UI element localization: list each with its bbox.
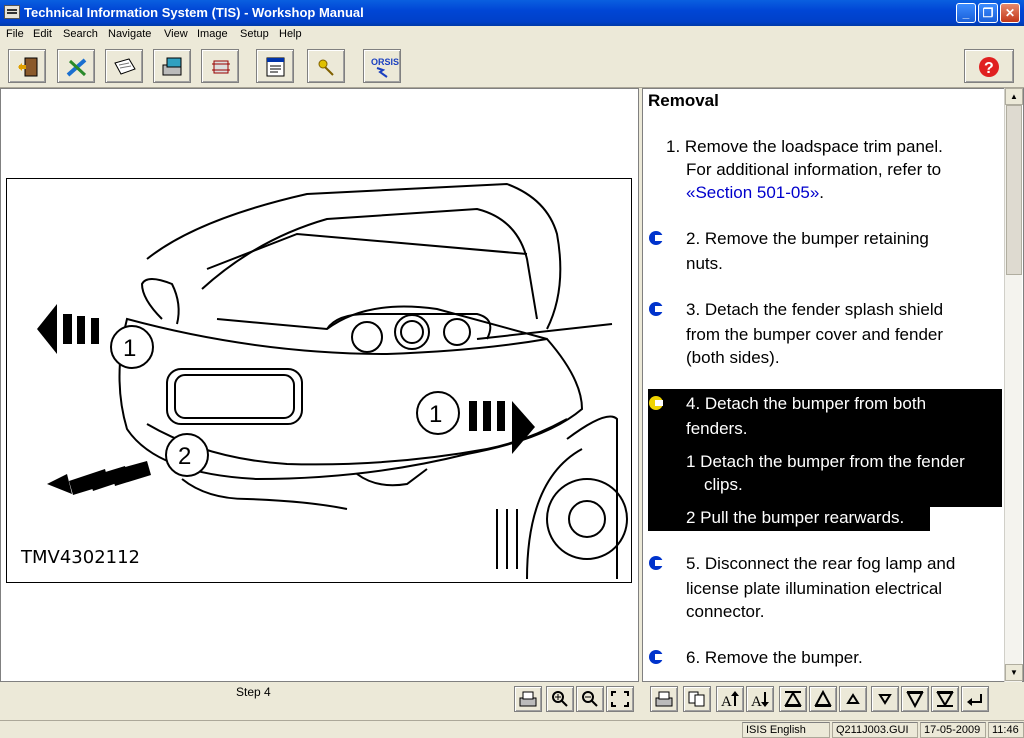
minimize-button[interactable]: _ (956, 3, 976, 23)
step-indicator: Step 4 (236, 685, 271, 699)
manual-button[interactable] (105, 49, 143, 83)
exit-button[interactable] (8, 49, 46, 83)
scroll-down-arrow-icon[interactable]: ▼ (1005, 664, 1023, 681)
zoom-out-icon (580, 690, 600, 708)
next-section-icon (905, 690, 925, 708)
first-step-icon (783, 690, 803, 708)
substep-1-line-1: 1 Detach the bumper from the fender (686, 452, 965, 471)
document-list-button[interactable] (256, 49, 294, 83)
fit-icon (610, 690, 630, 708)
menu-search[interactable]: Search (63, 28, 98, 40)
zoom-out-button[interactable] (576, 686, 604, 712)
font-smaller-button[interactable] (746, 686, 774, 712)
svg-text:A: A (721, 694, 732, 710)
key-button[interactable] (307, 49, 345, 83)
tools-icon (65, 55, 89, 79)
callout-1-right: 1 (429, 401, 443, 428)
first-step-button[interactable] (779, 686, 807, 712)
bottom-controls (0, 682, 1024, 718)
print-text-button[interactable] (650, 686, 678, 712)
menu-image[interactable]: Image (197, 28, 228, 40)
menu-file[interactable]: File (6, 28, 24, 40)
image-pane (0, 88, 639, 682)
key-icon (315, 55, 339, 79)
svg-text:?: ? (984, 60, 994, 77)
zoom-in-icon (550, 690, 570, 708)
orsis-icon (371, 55, 400, 79)
bumper-illustration[interactable] (6, 178, 632, 583)
font-larger-button[interactable] (716, 686, 744, 712)
substep-1-line-2: clips. (704, 475, 743, 494)
step-3-line-3: (both sides). (686, 348, 780, 367)
status-date: 17-05-2009 (920, 722, 986, 738)
step-5-line-3: connector. (686, 602, 765, 621)
fit-image-button[interactable] (606, 686, 634, 712)
title-bar[interactable] (0, 0, 1024, 26)
step-4-line-2: fenders. (686, 419, 748, 438)
print-window-button[interactable] (153, 49, 191, 83)
menu-view[interactable]: View (164, 28, 188, 40)
exit-icon (16, 55, 40, 79)
step-1-line-1: 1. Remove the loadspace trim panel. (666, 137, 943, 156)
print-image-button[interactable] (514, 686, 542, 712)
menu-setup[interactable]: Setup (240, 28, 269, 40)
procedure-scrollbar[interactable] (1004, 88, 1022, 682)
zoom-in-button[interactable] (546, 686, 574, 712)
component-button[interactable] (201, 49, 239, 83)
step-3-line-2: from the bumper cover and fender (686, 325, 944, 344)
section-heading: Removal (648, 91, 719, 110)
substep-2: 2 Pull the bumper rearwards. (686, 508, 905, 527)
step-5-line-2: license plate illumination electrical (686, 579, 943, 598)
font-smaller-icon (750, 690, 770, 708)
window-title: Technical Information System (TIS) - Workshop Manual (24, 5, 364, 20)
print-text-icon (654, 690, 674, 708)
status-file: Q211J003.GUI (832, 722, 918, 738)
help-button[interactable] (964, 49, 1014, 83)
step-1-line-2: For additional information, refer to (686, 160, 942, 179)
step-bullet-icon[interactable] (649, 231, 663, 245)
last-step-icon (935, 690, 955, 708)
step-2-line-1: 2. Remove the bumper retaining (686, 229, 929, 248)
menu-edit[interactable]: Edit (33, 28, 52, 40)
svg-text:ORSIS: ORSIS (371, 57, 400, 67)
callout-2: 2 (178, 443, 192, 470)
copy-icon (687, 690, 707, 708)
help-icon (977, 55, 1001, 79)
menu-help[interactable]: Help (279, 28, 302, 40)
next-step-button[interactable] (871, 686, 899, 712)
illustration-label: TMV4302112 (21, 547, 141, 568)
last-step-button[interactable] (931, 686, 959, 712)
status-time: 11:46 (988, 722, 1024, 738)
manual-icon (113, 55, 137, 79)
back-button[interactable] (961, 686, 989, 712)
step-5-line-1: 5. Disconnect the rear fog lamp and (686, 554, 956, 573)
status-bar (0, 720, 1024, 738)
scroll-up-arrow-icon[interactable]: ▲ (1005, 88, 1023, 105)
scroll-thumb[interactable] (1006, 105, 1022, 275)
step-6-line-1: 6. Remove the bumper. (686, 648, 863, 667)
step-2-line-2: nuts. (686, 254, 723, 273)
current-step-bullet-icon[interactable] (649, 396, 663, 410)
prev-step-button[interactable] (839, 686, 867, 712)
callout-1-left: 1 (123, 335, 137, 362)
svg-text:A: A (751, 694, 762, 710)
step-3-line-1: 3. Detach the fender splash shield (686, 300, 944, 319)
print-image-icon (518, 690, 538, 708)
prev-section-icon (813, 690, 833, 708)
prev-step-icon (843, 690, 863, 708)
procedure-pane (642, 88, 1024, 682)
document-list-icon (264, 55, 288, 79)
bumper-drawing (7, 179, 633, 584)
orsis-button[interactable] (363, 49, 401, 83)
prev-section-button[interactable] (809, 686, 837, 712)
main-toolbar (0, 44, 1024, 88)
step-bullet-icon[interactable] (649, 650, 663, 664)
font-larger-icon (720, 690, 740, 708)
step-bullet-icon[interactable] (649, 556, 663, 570)
copy-button[interactable] (683, 686, 711, 712)
next-section-button[interactable] (901, 686, 929, 712)
step-1-line-3 (686, 181, 824, 204)
next-step-icon (875, 690, 895, 708)
component-icon (209, 55, 233, 79)
step-bullet-icon[interactable] (649, 302, 663, 316)
app-icon (4, 5, 20, 19)
step-1-period: . (819, 183, 825, 202)
menu-bar (0, 26, 1024, 44)
print-window-icon (161, 55, 185, 79)
step-4-line-1: 4. Detach the bumper from both (686, 394, 927, 413)
section-link[interactable]: «Section 501-05» (686, 183, 820, 202)
restore-button[interactable]: ❐ (978, 3, 998, 23)
tools-button[interactable] (57, 49, 95, 83)
status-language: ISIS English (742, 722, 830, 738)
close-button[interactable]: ✕ (1000, 3, 1020, 23)
menu-navigate[interactable]: Navigate (108, 28, 152, 40)
back-icon (965, 690, 985, 708)
